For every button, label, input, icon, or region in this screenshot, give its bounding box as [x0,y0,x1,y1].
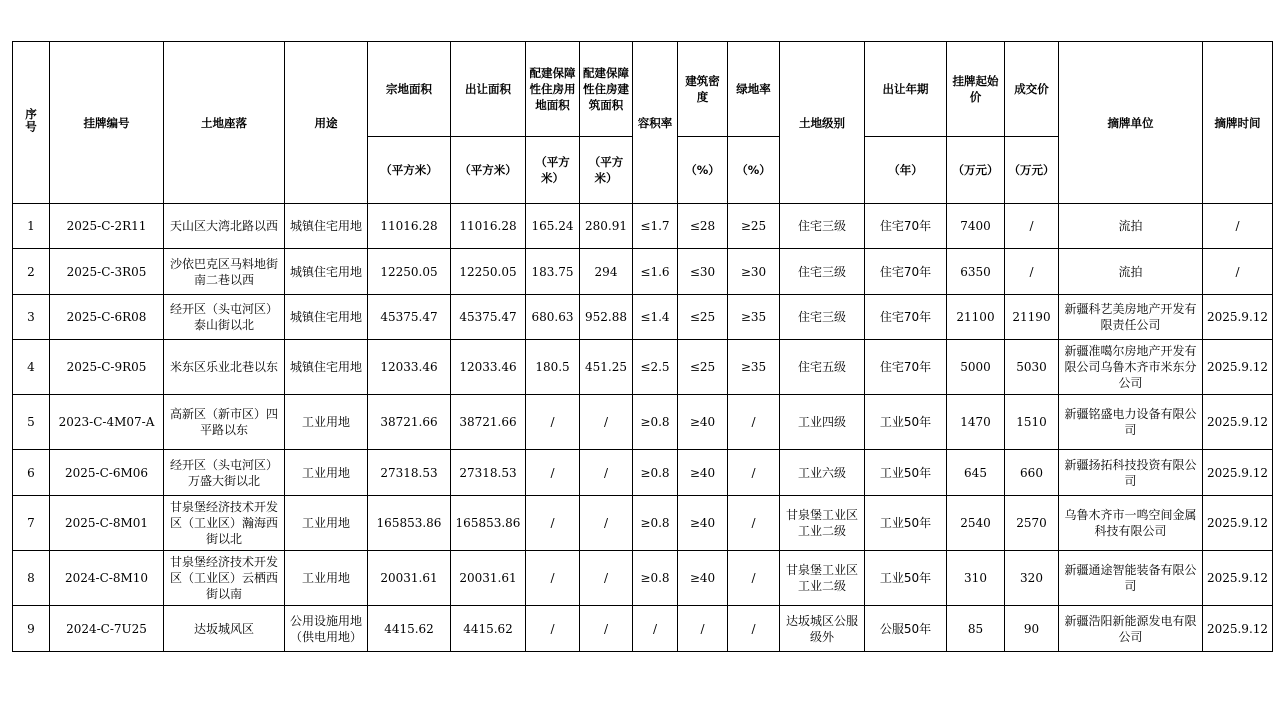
cell-affordable-land: 165.24 [526,204,580,249]
table-row [13,496,1273,551]
cell-usage: 城镇住宅用地 [285,249,368,295]
cell-start-price: 85 [947,606,1005,652]
cell-usage: 公用设施用地（供电用地） [285,606,368,652]
cell-seq: 6 [13,450,50,496]
cell-winner: 新疆科艺美房地产开发有限责任公司 [1059,295,1203,340]
header-seq: 序号 [13,42,50,204]
cell-deal-price: 1510 [1005,395,1059,450]
cell-transfer-area: 12033.46 [451,340,526,395]
cell-start-price: 21100 [947,295,1005,340]
header-green-rate: 绿地率 [728,42,780,137]
cell-years: 工业50年 [865,395,947,450]
cell-grade: 甘泉堡工业区工业二级 [780,496,865,551]
header-transfer-area: 出让面积 [451,42,526,137]
cell-grade: 达坂城区公服级外 [780,606,865,652]
cell-deal-price: 5030 [1005,340,1059,395]
header-parcel-area: 宗地面积 [368,42,451,137]
header-affordable-building: 配建保障性住房建筑面积 [580,42,633,137]
header-row [13,42,1273,137]
cell-affordable-building: / [580,496,633,551]
cell-years: 工业50年 [865,496,947,551]
table-row [13,551,1273,606]
cell-green: / [728,450,780,496]
cell-location: 经开区（头屯河区）泰山街以北 [164,295,285,340]
header-plot-ratio: 容积率 [633,42,678,204]
unit-parcel-area: （平方米） [368,137,451,204]
cell-green: / [728,395,780,450]
cell-winner-date: / [1203,204,1273,249]
cell-density: ≤30 [678,249,728,295]
cell-seq: 1 [13,204,50,249]
cell-usage: 工业用地 [285,496,368,551]
cell-start-price: 5000 [947,340,1005,395]
cell-listing-no: 2024-C-8M10 [50,551,164,606]
cell-deal-price: 2570 [1005,496,1059,551]
cell-plot-ratio: ≥0.8 [633,395,678,450]
cell-affordable-land: 680.63 [526,295,580,340]
cell-location: 天山区大湾北路以西 [164,204,285,249]
cell-affordable-building: / [580,450,633,496]
cell-start-price: 7400 [947,204,1005,249]
cell-plot-ratio: ≤1.4 [633,295,678,340]
cell-density: ≥40 [678,551,728,606]
cell-grade: 工业六级 [780,450,865,496]
cell-years: 工业50年 [865,551,947,606]
cell-transfer-area: 165853.86 [451,496,526,551]
cell-deal-price: / [1005,249,1059,295]
cell-location: 甘泉堡经济技术开发区（工业区）云栖西街以南 [164,551,285,606]
cell-years: 住宅70年 [865,340,947,395]
cell-winner: 新疆准噶尔房地产开发有限公司乌鲁木齐市米东分公司 [1059,340,1203,395]
cell-affordable-land: / [526,551,580,606]
cell-density: ≥40 [678,496,728,551]
cell-winner-date: 2025.9.12 [1203,496,1273,551]
cell-years: 住宅70年 [865,204,947,249]
table-row [13,450,1273,496]
cell-plot-ratio: / [633,606,678,652]
cell-winner-date: 2025.9.12 [1203,295,1273,340]
cell-density: ≤28 [678,204,728,249]
cell-green: ≥35 [728,295,780,340]
table-row [13,204,1273,249]
cell-seq: 2 [13,249,50,295]
header-start-price: 挂牌起始价 [947,42,1005,137]
unit-years: （年） [865,137,947,204]
header-transfer-years: 出让年期 [865,42,947,137]
cell-years: 住宅70年 [865,295,947,340]
cell-plot-ratio: ≥0.8 [633,551,678,606]
cell-start-price: 6350 [947,249,1005,295]
cell-seq: 3 [13,295,50,340]
cell-affordable-land: 180.5 [526,340,580,395]
cell-parcel-area: 12250.05 [368,249,451,295]
cell-affordable-land: / [526,496,580,551]
unit-transfer-area: （平方米） [451,137,526,204]
unit-affordable-land: （平方米） [526,137,580,204]
cell-grade: 住宅五级 [780,340,865,395]
cell-density: ≥40 [678,395,728,450]
cell-listing-no: 2025-C-6R08 [50,295,164,340]
cell-green: ≥35 [728,340,780,395]
cell-grade: 住宅三级 [780,204,865,249]
cell-plot-ratio: ≤1.7 [633,204,678,249]
cell-parcel-area: 11016.28 [368,204,451,249]
cell-affordable-building: 451.25 [580,340,633,395]
cell-years: 住宅70年 [865,249,947,295]
cell-plot-ratio: ≤2.5 [633,340,678,395]
cell-affordable-land: / [526,450,580,496]
cell-usage: 城镇住宅用地 [285,204,368,249]
cell-grade: 住宅三级 [780,295,865,340]
cell-winner: 流拍 [1059,204,1203,249]
cell-seq: 5 [13,395,50,450]
cell-density: ≤25 [678,295,728,340]
cell-listing-no: 2025-C-8M01 [50,496,164,551]
cell-location: 甘泉堡经济技术开发区（工业区）瀚海西街以北 [164,496,285,551]
table-row [13,340,1273,395]
cell-affordable-land: / [526,606,580,652]
unit-start-price: （万元） [947,137,1005,204]
cell-years: 工业50年 [865,450,947,496]
header-winner: 摘牌单位 [1059,42,1203,204]
cell-deal-price: 90 [1005,606,1059,652]
cell-location: 米东区乐业北巷以东 [164,340,285,395]
cell-location: 经开区（头屯河区）万盛大街以北 [164,450,285,496]
table-body [13,204,1273,652]
cell-parcel-area: 165853.86 [368,496,451,551]
cell-parcel-area: 45375.47 [368,295,451,340]
cell-listing-no: 2025-C-6M06 [50,450,164,496]
cell-listing-no: 2025-C-9R05 [50,340,164,395]
cell-winner: 流拍 [1059,249,1203,295]
cell-deal-price: 660 [1005,450,1059,496]
cell-listing-no: 2025-C-3R05 [50,249,164,295]
cell-affordable-building: 952.88 [580,295,633,340]
cell-affordable-building: / [580,395,633,450]
cell-winner-date: / [1203,249,1273,295]
cell-plot-ratio: ≤1.6 [633,249,678,295]
table-row [13,395,1273,450]
cell-green: / [728,496,780,551]
cell-usage: 城镇住宅用地 [285,295,368,340]
cell-parcel-area: 20031.61 [368,551,451,606]
cell-transfer-area: 38721.66 [451,395,526,450]
table-row [13,249,1273,295]
cell-transfer-area: 20031.61 [451,551,526,606]
cell-location: 达坂城风区 [164,606,285,652]
cell-green: / [728,551,780,606]
cell-winner: 新疆扬拓科技投资有限公司 [1059,450,1203,496]
cell-density: ≤25 [678,340,728,395]
cell-transfer-area: 45375.47 [451,295,526,340]
header-location: 土地座落 [164,42,285,204]
header-affordable-land: 配建保障性住房用地面积 [526,42,580,137]
cell-affordable-land: 183.75 [526,249,580,295]
cell-start-price: 310 [947,551,1005,606]
cell-transfer-area: 11016.28 [451,204,526,249]
cell-grade: 工业四级 [780,395,865,450]
cell-winner: 乌鲁木齐市一鸣空间金属科技有限公司 [1059,496,1203,551]
cell-start-price: 645 [947,450,1005,496]
cell-deal-price: 320 [1005,551,1059,606]
cell-affordable-building: / [580,606,633,652]
header-winner-date: 摘牌时间 [1203,42,1273,204]
unit-affordable-building: （平方米） [580,137,633,204]
cell-parcel-area: 12033.46 [368,340,451,395]
cell-usage: 工业用地 [285,551,368,606]
cell-start-price: 1470 [947,395,1005,450]
cell-location: 沙依巴克区马料地街南二巷以西 [164,249,285,295]
cell-listing-no: 2024-C-7U25 [50,606,164,652]
cell-seq: 8 [13,551,50,606]
cell-grade: 住宅三级 [780,249,865,295]
cell-winner-date: 2025.9.12 [1203,340,1273,395]
cell-winner: 新疆通途智能装备有限公司 [1059,551,1203,606]
cell-green: ≥30 [728,249,780,295]
cell-winner: 新疆铭盛电力设备有限公司 [1059,395,1203,450]
land-transfer-table [12,41,1273,652]
cell-parcel-area: 27318.53 [368,450,451,496]
cell-grade: 甘泉堡工业区工业二级 [780,551,865,606]
cell-winner-date: 2025.9.12 [1203,551,1273,606]
cell-density: / [678,606,728,652]
table-row [13,295,1273,340]
unit-deal-price: （万元） [1005,137,1059,204]
cell-seq: 9 [13,606,50,652]
cell-usage: 工业用地 [285,395,368,450]
cell-transfer-area: 12250.05 [451,249,526,295]
cell-listing-no: 2025-C-2R11 [50,204,164,249]
header-listing-no: 挂牌编号 [50,42,164,204]
header-usage: 用途 [285,42,368,204]
cell-plot-ratio: ≥0.8 [633,496,678,551]
cell-start-price: 2540 [947,496,1005,551]
cell-density: ≥40 [678,450,728,496]
cell-winner-date: 2025.9.12 [1203,395,1273,450]
cell-affordable-building: 294 [580,249,633,295]
cell-transfer-area: 27318.53 [451,450,526,496]
header-building-density: 建筑密度 [678,42,728,137]
cell-winner-date: 2025.9.12 [1203,450,1273,496]
cell-deal-price: / [1005,204,1059,249]
cell-plot-ratio: ≥0.8 [633,450,678,496]
cell-listing-no: 2023-C-4M07-A [50,395,164,450]
cell-winner: 新疆浩阳新能源发电有限公司 [1059,606,1203,652]
cell-green: ≥25 [728,204,780,249]
cell-affordable-building: / [580,551,633,606]
cell-location: 高新区（新市区）四平路以东 [164,395,285,450]
unit-green: （%） [728,137,780,204]
cell-green: / [728,606,780,652]
cell-usage: 城镇住宅用地 [285,340,368,395]
cell-parcel-area: 4415.62 [368,606,451,652]
cell-deal-price: 21190 [1005,295,1059,340]
cell-usage: 工业用地 [285,450,368,496]
cell-affordable-land: / [526,395,580,450]
cell-transfer-area: 4415.62 [451,606,526,652]
cell-parcel-area: 38721.66 [368,395,451,450]
table-row [13,606,1273,652]
cell-seq: 4 [13,340,50,395]
header-land-grade: 土地级别 [780,42,865,204]
cell-affordable-building: 280.91 [580,204,633,249]
header-deal-price: 成交价 [1005,42,1059,137]
cell-years: 公服50年 [865,606,947,652]
unit-density: （%） [678,137,728,204]
cell-seq: 7 [13,496,50,551]
cell-winner-date: 2025.9.12 [1203,606,1273,652]
